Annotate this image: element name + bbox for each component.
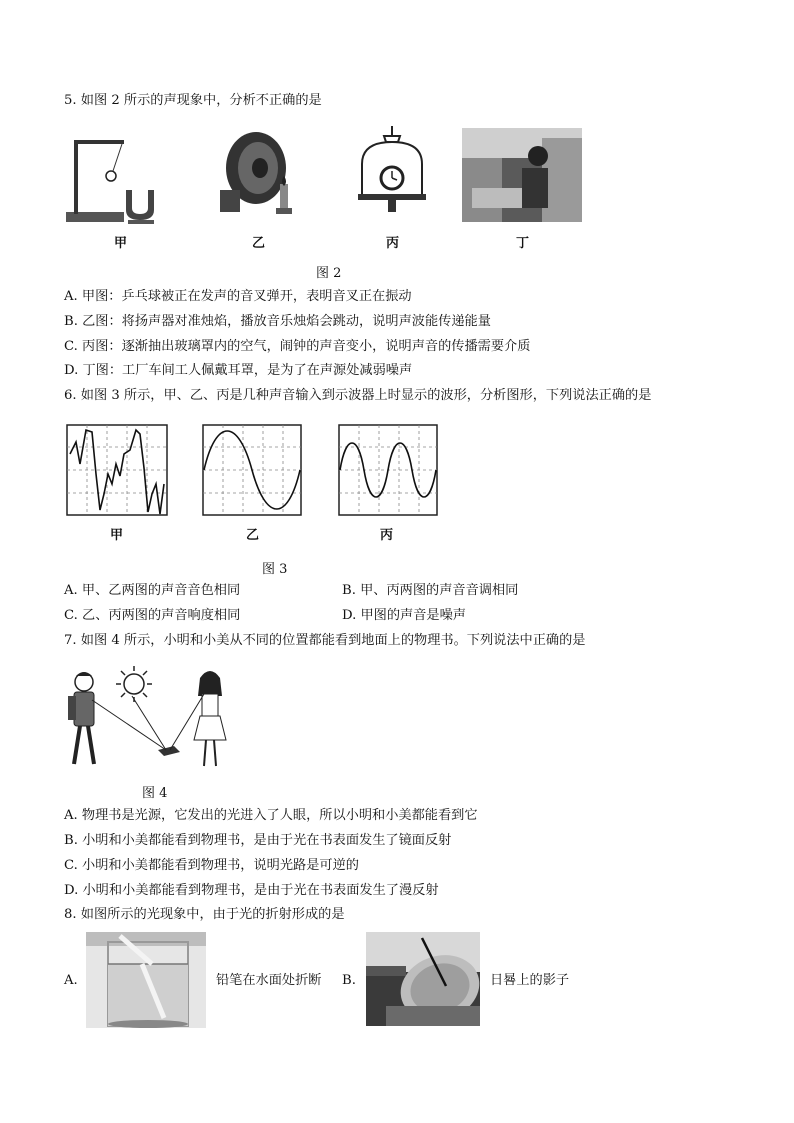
fig2-tuning-fork-image (64, 130, 174, 226)
q7-stem: 7. 如图 4 所示，小明和小美从不同的位置都能看到地面上的物理书。下列说法中正确的是 (64, 633, 586, 648)
fig2-label-ding: 丁 (516, 236, 530, 251)
fig3-waveform-bing (338, 424, 438, 516)
q6-option-d[interactable]: D. 甲图的声音是噪声 (342, 608, 466, 623)
fig2-label-yi: 乙 (252, 236, 266, 251)
fig2-factory-photo (462, 128, 582, 222)
fig2-label-jia: 甲 (114, 236, 128, 251)
q8-option-b-letter[interactable]: B. (342, 973, 356, 988)
fig3-waveform-yi (202, 424, 302, 516)
q6-option-a[interactable]: A. 甲、乙两图的声音音色相同 (64, 583, 241, 598)
fig3-waveform-jia (66, 424, 168, 516)
q6-stem: 6. 如图 3 所示，甲、乙、丙是几种声音输入到示波器上时显示的波形，分析图形，下列说法正确的是 (64, 388, 652, 403)
q6-option-b[interactable]: B. 甲、丙两图的声音音调相同 (342, 583, 519, 598)
q8-stem: 8. 如图所示的光现象中，由于光的折射形成的是 (64, 907, 345, 922)
q7-option-c[interactable]: C. 小明和小美都能看到物理书，说明光路是可逆的 (64, 858, 359, 873)
fig2-speaker-image (210, 120, 310, 220)
fig3-label-jia: 甲 (110, 528, 124, 543)
fig2-label-bing: 丙 (386, 236, 400, 251)
fig4-reflection-image (62, 660, 242, 776)
q6-option-c[interactable]: C. 乙、丙两图的声音响度相同 (64, 608, 241, 623)
fig3-label-bing: 丙 (380, 528, 394, 543)
q8-option-a-text[interactable]: 铅笔在水面处折断 (216, 973, 322, 988)
q5-option-c[interactable]: C. 丙图：逐渐抽出玻璃罩内的空气，闹钟的声音变小，说明声音的传播需要介质 (64, 339, 531, 354)
fig4-caption: 图 4 (142, 786, 168, 801)
q8-option-b-text[interactable]: 日晷上的影子 (490, 973, 570, 988)
q8-sundial-photo (366, 932, 480, 1026)
fig2-bell-jar-image (354, 124, 430, 220)
q7-option-b[interactable]: B. 小明和小美都能看到物理书，是由于光在书表面发生了镜面反射 (64, 833, 452, 848)
q7-option-d[interactable]: D. 小明和小美都能看到物理书，是由于光在书表面发生了漫反射 (64, 883, 439, 898)
fig2-caption: 图 2 (316, 266, 342, 281)
q7-option-a[interactable]: A. 物理书是光源，它发出的光进入了人眼，所以小明和小美都能看到它 (64, 808, 478, 823)
q5-option-a[interactable]: A. 甲图：乒乓球被正在发声的音叉弹开，表明音叉正在振动 (64, 289, 412, 304)
fig3-caption: 图 3 (262, 562, 288, 577)
q5-option-d[interactable]: D. 丁图：工厂车间工人佩戴耳罩，是为了在声源处减弱噪声 (64, 363, 413, 378)
q8-option-a-letter[interactable]: A. (64, 973, 78, 988)
q5-stem: 5. 如图 2 所示的声现象中，分析不正确的是 (64, 93, 322, 108)
fig3-label-yi: 乙 (246, 528, 260, 543)
q8-pencil-in-water-photo (86, 932, 206, 1028)
q5-option-b[interactable]: B. 乙图：将扬声器对准烛焰，播放音乐烛焰会跳动，说明声波能传递能量 (64, 314, 491, 329)
